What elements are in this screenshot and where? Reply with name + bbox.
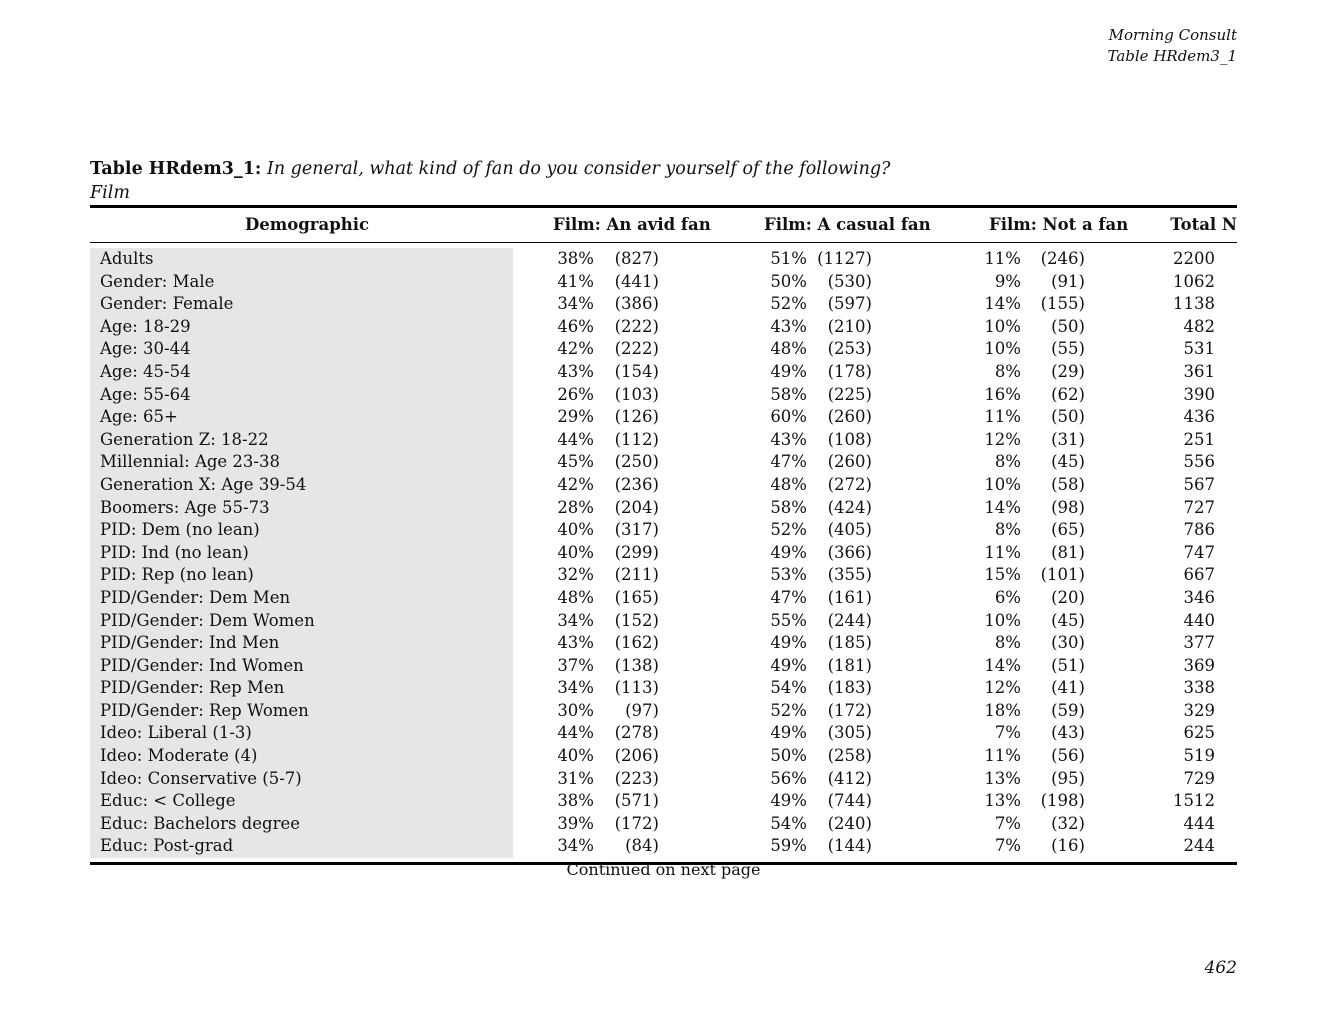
total-n-cell: 482 <box>1183 316 1215 336</box>
demographic-label: Generation Z: 18-22 <box>100 429 269 449</box>
notfan-count-cell: (32) <box>1051 813 1085 833</box>
avid-pct-cell: 34% <box>557 678 594 698</box>
casual-count-cell: (210) <box>827 316 872 336</box>
table-row <box>90 338 1237 361</box>
total-n-cell: 567 <box>1183 474 1215 494</box>
casual-pct-cell: 55% <box>770 610 807 630</box>
notfan-count-cell: (246) <box>1040 249 1085 268</box>
page-header <box>1108 25 1238 67</box>
casual-pct-cell: 52% <box>770 520 807 540</box>
notfan-count-cell: (50) <box>1051 316 1085 336</box>
notfan-pct-cell: 14% <box>984 655 1021 675</box>
notfan-count-cell: (65) <box>1051 520 1085 540</box>
demographic-label: PID: Dem (no lean) <box>100 520 260 540</box>
notfan-pct-cell: 14% <box>984 497 1021 517</box>
notfan-pct-cell: 12% <box>984 678 1021 698</box>
total-n-cell: 377 <box>1183 633 1215 653</box>
avid-count-cell: (126) <box>614 407 659 427</box>
total-n-cell: 747 <box>1183 542 1215 562</box>
notfan-count-cell: (43) <box>1051 723 1085 743</box>
notfan-pct-cell: 9% <box>994 271 1021 291</box>
table-row <box>90 542 1237 565</box>
demographic-label: Gender: Female <box>100 294 234 314</box>
notfan-count-cell: (81) <box>1051 542 1085 562</box>
avid-count-cell: (172) <box>614 813 659 833</box>
demographic-label: Age: 30-44 <box>100 339 191 359</box>
avid-pct-cell: 39% <box>557 813 594 833</box>
notfan-pct-cell: 11% <box>984 249 1021 268</box>
avid-count-cell: (250) <box>614 452 659 472</box>
casual-pct-cell: 59% <box>770 836 807 856</box>
avid-count-cell: (162) <box>614 633 659 653</box>
avid-pct-cell: 30% <box>557 700 594 720</box>
casual-count-cell: (597) <box>827 294 872 314</box>
avid-count-cell: (211) <box>614 565 659 585</box>
total-n-cell: 244 <box>1183 836 1215 856</box>
notfan-pct-cell: 10% <box>984 610 1021 630</box>
avid-count-cell: (113) <box>614 678 659 698</box>
notfan-pct-cell: 8% <box>994 452 1021 472</box>
total-n-cell: 440 <box>1183 610 1215 630</box>
demographic-label: Ideo: Moderate (4) <box>100 746 258 766</box>
demographic-label: PID/Gender: Dem Women <box>100 610 315 630</box>
avid-count-cell: (236) <box>614 474 659 494</box>
avid-pct-cell: 42% <box>557 474 594 494</box>
demographic-label: PID: Rep (no lean) <box>100 565 254 585</box>
total-n-cell: 531 <box>1183 339 1215 359</box>
avid-count-cell: (386) <box>614 294 659 314</box>
total-n-cell: 390 <box>1183 384 1215 404</box>
notfan-pct-cell: 11% <box>984 542 1021 562</box>
avid-count-cell: (571) <box>614 791 659 811</box>
notfan-count-cell: (16) <box>1051 836 1085 856</box>
demographic-label: PID: Ind (no lean) <box>100 542 249 562</box>
avid-count-cell: (299) <box>614 542 659 562</box>
demographic-label: Ideo: Liberal (1-3) <box>100 723 252 743</box>
table-row <box>90 451 1237 474</box>
casual-count-cell: (272) <box>827 474 872 494</box>
notfan-pct-cell: 7% <box>994 836 1021 856</box>
avid-count-cell: (278) <box>614 723 659 743</box>
total-n-cell: 786 <box>1183 520 1215 540</box>
casual-count-cell: (172) <box>827 700 872 720</box>
caption-subtitle: Film <box>90 183 130 203</box>
casual-pct-cell: 60% <box>770 407 807 427</box>
avid-pct-cell: 34% <box>557 294 594 314</box>
avid-count-cell: (97) <box>625 700 659 720</box>
avid-count-cell: (138) <box>614 655 659 675</box>
casual-count-cell: (412) <box>827 768 872 788</box>
demographic-label: Age: 45-54 <box>100 361 191 381</box>
casual-pct-cell: 49% <box>770 542 807 562</box>
table-row <box>90 361 1237 384</box>
total-n-cell: 251 <box>1183 429 1215 449</box>
total-n-cell: 519 <box>1183 746 1215 766</box>
casual-pct-cell: 58% <box>770 497 807 517</box>
notfan-count-cell: (29) <box>1051 361 1085 381</box>
notfan-pct-cell: 11% <box>984 746 1021 766</box>
casual-count-cell: (355) <box>827 565 872 585</box>
casual-count-cell: (244) <box>827 610 872 630</box>
demographic-label: PID/Gender: Rep Men <box>100 678 285 698</box>
avid-pct-cell: 43% <box>557 361 594 381</box>
avid-count-cell: (441) <box>614 271 659 291</box>
demographic-label: Generation X: Age 39-54 <box>100 474 307 494</box>
avid-pct-cell: 44% <box>557 429 594 449</box>
notfan-count-cell: (56) <box>1051 746 1085 766</box>
total-n-cell: 338 <box>1183 678 1215 698</box>
avid-pct-cell: 43% <box>557 633 594 653</box>
demographic-label: PID/Gender: Ind Men <box>100 633 280 653</box>
table-row <box>90 587 1237 610</box>
table-row <box>90 813 1237 836</box>
casual-count-cell: (305) <box>827 723 872 743</box>
demographic-label: Millennial: Age 23-38 <box>100 452 280 472</box>
demographic-label: Age: 65+ <box>100 407 178 427</box>
notfan-pct-cell: 10% <box>984 316 1021 336</box>
notfan-count-cell: (41) <box>1051 678 1085 698</box>
notfan-pct-cell: 7% <box>994 813 1021 833</box>
casual-pct-cell: 54% <box>770 813 807 833</box>
total-n-cell: 329 <box>1183 700 1215 720</box>
avid-pct-cell: 44% <box>557 723 594 743</box>
notfan-pct-cell: 6% <box>994 587 1021 607</box>
table-row <box>90 384 1237 407</box>
total-n-cell: 1062 <box>1173 271 1215 291</box>
notfan-count-cell: (50) <box>1051 407 1085 427</box>
avid-pct-cell: 31% <box>557 768 594 788</box>
casual-pct-cell: 54% <box>770 678 807 698</box>
demographic-label: Adults <box>100 249 154 268</box>
casual-pct-cell: 43% <box>770 316 807 336</box>
notfan-pct-cell: 11% <box>984 407 1021 427</box>
casual-count-cell: (366) <box>827 542 872 562</box>
casual-count-cell: (240) <box>827 813 872 833</box>
notfan-pct-cell: 12% <box>984 429 1021 449</box>
avid-pct-cell: 40% <box>557 542 594 562</box>
notfan-count-cell: (91) <box>1051 271 1085 291</box>
avid-pct-cell: 48% <box>557 587 594 607</box>
casual-pct-cell: 48% <box>770 474 807 494</box>
casual-pct-cell: 51% <box>770 249 807 268</box>
table-caption <box>90 157 1237 205</box>
casual-pct-cell: 47% <box>770 587 807 607</box>
avid-pct-cell: 42% <box>557 339 594 359</box>
notfan-pct-cell: 16% <box>984 384 1021 404</box>
header-source: Morning Consult <box>1108 26 1237 44</box>
casual-pct-cell: 43% <box>770 429 807 449</box>
notfan-count-cell: (101) <box>1040 565 1085 585</box>
table-row <box>90 519 1237 542</box>
table-row <box>90 474 1237 497</box>
avid-pct-cell: 38% <box>557 791 594 811</box>
casual-pct-cell: 56% <box>770 768 807 788</box>
table-row <box>90 271 1237 294</box>
table-row <box>90 316 1237 339</box>
avid-pct-cell: 34% <box>557 836 594 856</box>
casual-pct-cell: 50% <box>770 746 807 766</box>
table-row <box>90 768 1237 791</box>
notfan-pct-cell: 10% <box>984 474 1021 494</box>
notfan-pct-cell: 8% <box>994 520 1021 540</box>
header-table-id: Table HRdem3_1 <box>1107 47 1237 65</box>
notfan-count-cell: (30) <box>1051 633 1085 653</box>
avid-pct-cell: 46% <box>557 316 594 336</box>
casual-pct-cell: 49% <box>770 361 807 381</box>
casual-count-cell: (181) <box>827 655 872 675</box>
avid-count-cell: (84) <box>625 836 659 856</box>
avid-pct-cell: 34% <box>557 610 594 630</box>
avid-pct-cell: 45% <box>557 452 594 472</box>
table-row <box>90 293 1237 316</box>
table-row <box>90 248 1237 271</box>
avid-count-cell: (112) <box>614 429 659 449</box>
notfan-pct-cell: 15% <box>984 565 1021 585</box>
avid-pct-cell: 32% <box>557 565 594 585</box>
table-row <box>90 655 1237 678</box>
notfan-count-cell: (98) <box>1051 497 1085 517</box>
casual-pct-cell: 47% <box>770 452 807 472</box>
total-n-cell: 1512 <box>1173 791 1215 811</box>
avid-pct-cell: 29% <box>557 407 594 427</box>
avid-count-cell: (152) <box>614 610 659 630</box>
casual-pct-cell: 49% <box>770 633 807 653</box>
casual-count-cell: (260) <box>827 452 872 472</box>
demographic-label: Age: 55-64 <box>100 384 191 404</box>
notfan-count-cell: (62) <box>1051 384 1085 404</box>
total-n-cell: 1138 <box>1173 294 1215 314</box>
avid-pct-cell: 37% <box>557 655 594 675</box>
avid-pct-cell: 40% <box>557 746 594 766</box>
notfan-count-cell: (198) <box>1040 791 1085 811</box>
casual-count-cell: (185) <box>827 633 872 653</box>
table-body <box>90 243 1237 862</box>
casual-pct-cell: 49% <box>770 655 807 675</box>
casual-count-cell: (253) <box>827 339 872 359</box>
total-n-cell: 667 <box>1183 565 1215 585</box>
casual-pct-cell: 58% <box>770 384 807 404</box>
avid-pct-cell: 38% <box>557 249 594 268</box>
demographic-label: Age: 18-29 <box>100 316 191 336</box>
casual-pct-cell: 52% <box>770 700 807 720</box>
table-row <box>90 790 1237 813</box>
demographic-label: Ideo: Conservative (5-7) <box>100 768 302 788</box>
caption-label: Table HRdem3_1: <box>90 159 262 179</box>
casual-count-cell: (183) <box>827 678 872 698</box>
demographic-label: PID/Gender: Dem Men <box>100 587 291 607</box>
col-header-casual: Film: A casual fan <box>764 215 931 234</box>
avid-count-cell: (204) <box>614 497 659 517</box>
notfan-count-cell: (55) <box>1051 339 1085 359</box>
casual-pct-cell: 48% <box>770 339 807 359</box>
demographic-label: PID/Gender: Rep Women <box>100 700 309 720</box>
demographic-label: Gender: Male <box>100 271 215 291</box>
total-n-cell: 444 <box>1183 813 1215 833</box>
crosstab-table <box>90 205 1237 865</box>
casual-count-cell: (144) <box>827 836 872 856</box>
casual-pct-cell: 49% <box>770 723 807 743</box>
table-row <box>90 745 1237 768</box>
table-row <box>90 564 1237 587</box>
table-row <box>90 497 1237 520</box>
notfan-count-cell: (20) <box>1051 587 1085 607</box>
avid-pct-cell: 26% <box>557 384 594 404</box>
total-n-cell: 556 <box>1183 452 1215 472</box>
demographic-label: Educ: < College <box>100 791 236 811</box>
avid-count-cell: (222) <box>614 339 659 359</box>
casual-count-cell: (258) <box>827 746 872 766</box>
col-header-notfan: Film: Not a fan <box>989 215 1129 234</box>
total-n-cell: 436 <box>1183 407 1215 427</box>
notfan-pct-cell: 8% <box>994 361 1021 381</box>
col-header-total: Total N <box>1170 215 1237 234</box>
total-n-cell: 729 <box>1183 768 1215 788</box>
table-row <box>90 610 1237 633</box>
caption-question: In general, what kind of fan do you consider yourself of the following? <box>266 159 891 179</box>
total-n-cell: 346 <box>1183 587 1215 607</box>
table-row <box>90 722 1237 745</box>
notfan-count-cell: (45) <box>1051 452 1085 472</box>
casual-count-cell: (178) <box>827 361 872 381</box>
avid-count-cell: (165) <box>614 587 659 607</box>
avid-count-cell: (222) <box>614 316 659 336</box>
demographic-label: Educ: Post-grad <box>100 836 234 856</box>
demographic-label: PID/Gender: Ind Women <box>100 655 304 675</box>
avid-count-cell: (317) <box>614 520 659 540</box>
total-n-cell: 2200 <box>1173 249 1215 268</box>
table-row <box>90 632 1237 655</box>
notfan-count-cell: (58) <box>1051 474 1085 494</box>
casual-pct-cell: 52% <box>770 294 807 314</box>
casual-count-cell: (260) <box>827 407 872 427</box>
casual-count-cell: (108) <box>827 429 872 449</box>
avid-count-cell: (223) <box>614 768 659 788</box>
notfan-pct-cell: 18% <box>984 700 1021 720</box>
notfan-pct-cell: 13% <box>984 791 1021 811</box>
avid-count-cell: (827) <box>614 249 659 268</box>
casual-count-cell: (424) <box>827 497 872 517</box>
notfan-count-cell: (51) <box>1051 655 1085 675</box>
notfan-pct-cell: 7% <box>994 723 1021 743</box>
avid-pct-cell: 28% <box>557 497 594 517</box>
col-header-demographic: Demographic <box>245 215 370 234</box>
casual-count-cell: (161) <box>827 587 872 607</box>
notfan-count-cell: (155) <box>1040 294 1085 314</box>
table-row <box>90 700 1237 723</box>
notfan-pct-cell: 8% <box>994 633 1021 653</box>
casual-pct-cell: 49% <box>770 791 807 811</box>
avid-pct-cell: 41% <box>557 271 594 291</box>
casual-pct-cell: 50% <box>770 271 807 291</box>
table-row <box>90 429 1237 452</box>
total-n-cell: 361 <box>1183 361 1215 381</box>
notfan-count-cell: (59) <box>1051 700 1085 720</box>
total-n-cell: 369 <box>1183 655 1215 675</box>
casual-count-cell: (405) <box>827 520 872 540</box>
notfan-pct-cell: 10% <box>984 339 1021 359</box>
page-number: 462 <box>1204 958 1237 978</box>
avid-count-cell: (206) <box>614 746 659 766</box>
casual-count-cell: (744) <box>827 791 872 811</box>
table-header-row <box>90 208 1237 242</box>
table-row <box>90 677 1237 700</box>
casual-count-cell: (225) <box>827 384 872 404</box>
notfan-count-cell: (45) <box>1051 610 1085 630</box>
demographic-label: Boomers: Age 55-73 <box>100 497 270 517</box>
total-n-cell: 625 <box>1183 723 1215 743</box>
notfan-pct-cell: 13% <box>984 768 1021 788</box>
casual-count-cell: (1127) <box>817 249 872 268</box>
avid-count-cell: (154) <box>614 361 659 381</box>
casual-count-cell: (530) <box>827 271 872 291</box>
avid-pct-cell: 40% <box>557 520 594 540</box>
notfan-pct-cell: 14% <box>984 294 1021 314</box>
continued-note: Continued on next page <box>566 860 761 879</box>
col-header-avid: Film: An avid fan <box>553 215 711 234</box>
total-n-cell: 727 <box>1183 497 1215 517</box>
table-row <box>90 835 1237 858</box>
notfan-count-cell: (31) <box>1051 429 1085 449</box>
demographic-label: Educ: Bachelors degree <box>100 813 300 833</box>
avid-count-cell: (103) <box>614 384 659 404</box>
casual-pct-cell: 53% <box>770 565 807 585</box>
notfan-count-cell: (95) <box>1051 768 1085 788</box>
table-row <box>90 406 1237 429</box>
